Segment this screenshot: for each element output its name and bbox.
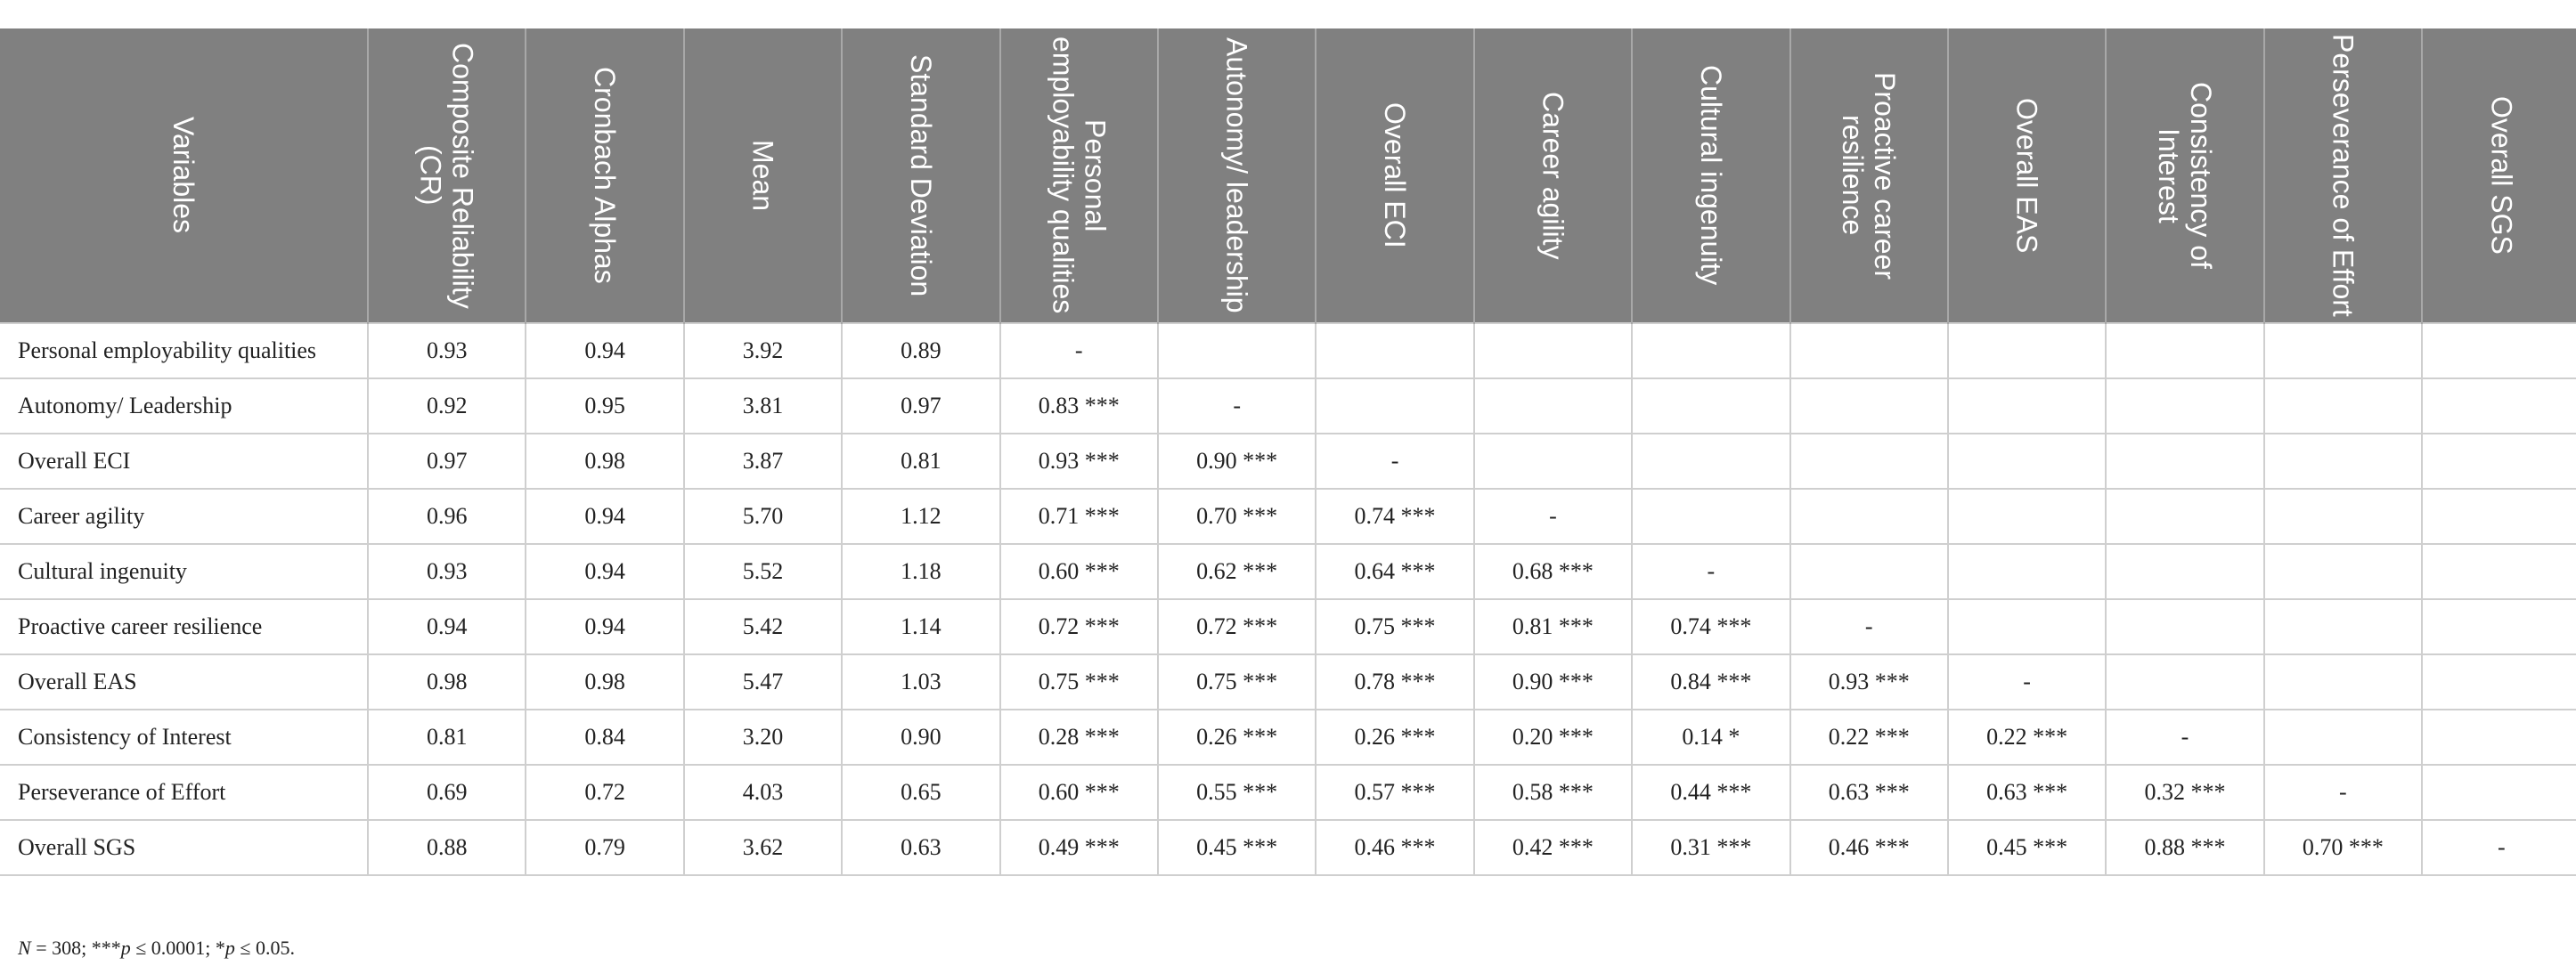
variable-name-cell: Overall SGS (0, 820, 368, 875)
variable-name-cell: Overall ECI (0, 434, 368, 489)
value-cell: 0.92 (368, 378, 526, 434)
variable-name-cell: Proactive career resilience (0, 599, 368, 654)
value-cell: 0.26 *** (1158, 710, 1316, 765)
value-cell (2422, 489, 2576, 544)
value-cell: 0.98 (526, 654, 683, 710)
value-cell (2422, 544, 2576, 599)
variable-name-cell: Consistency of Interest (0, 710, 368, 765)
value-cell: - (2264, 765, 2422, 820)
header-cell (2106, 28, 2263, 323)
value-cell: 0.72 (526, 765, 683, 820)
value-cell: 0.93 *** (1790, 654, 1948, 710)
value-cell: 0.45 *** (1948, 820, 2106, 875)
value-cell: 0.64 *** (1316, 544, 1473, 599)
table-row (0, 820, 2576, 875)
header-cell (1948, 28, 2106, 323)
value-cell: 1.14 (842, 599, 999, 654)
correlation-table (0, 28, 2576, 876)
value-cell: 0.72 *** (1158, 599, 1316, 654)
value-cell: 0.75 *** (1316, 599, 1473, 654)
value-cell (2264, 434, 2422, 489)
value-cell: 0.84 *** (1632, 654, 1789, 710)
header-cell (842, 28, 999, 323)
value-cell (1632, 323, 1789, 378)
value-cell (2422, 323, 2576, 378)
value-cell: 0.93 (368, 544, 526, 599)
variable-name-cell: Overall EAS (0, 654, 368, 710)
value-cell: 0.90 *** (1158, 434, 1316, 489)
value-cell: 0.32 *** (2106, 765, 2263, 820)
header-variables (0, 28, 368, 323)
value-cell: 0.94 (526, 599, 683, 654)
value-cell: 0.98 (368, 654, 526, 710)
value-cell: 0.75 *** (1000, 654, 1158, 710)
header-label: Composite Reliability (CR) (414, 42, 479, 309)
value-cell: 0.95 (526, 378, 683, 434)
value-cell (1790, 434, 1948, 489)
value-cell: 0.63 (842, 820, 999, 875)
value-cell (1948, 489, 2106, 544)
header-label: Autonomy/ leadership (1220, 37, 1253, 313)
value-cell: 0.70 *** (1158, 489, 1316, 544)
value-cell: - (2422, 820, 2576, 875)
table-body (0, 323, 2576, 875)
header-cell (1632, 28, 1789, 323)
value-cell: 0.14 * (1632, 710, 1789, 765)
table-row (0, 378, 2576, 434)
value-cell (2264, 654, 2422, 710)
value-cell (1632, 378, 1789, 434)
footnote-n-label: N (18, 937, 31, 959)
value-cell: 4.03 (684, 765, 842, 820)
header-cell (1158, 28, 1316, 323)
table-row (0, 434, 2576, 489)
value-cell: 0.89 (842, 323, 999, 378)
value-cell: 3.87 (684, 434, 842, 489)
value-cell: 3.81 (684, 378, 842, 434)
value-cell: 0.75 *** (1158, 654, 1316, 710)
value-cell: 0.63 *** (1790, 765, 1948, 820)
value-cell: 0.44 *** (1632, 765, 1789, 820)
header-label: Standard Deviation (904, 53, 937, 297)
value-cell: 0.72 *** (1000, 599, 1158, 654)
value-cell (2422, 765, 2576, 820)
value-cell: 0.65 (842, 765, 999, 820)
value-cell (1948, 378, 2106, 434)
value-cell: 0.81 *** (1474, 599, 1632, 654)
value-cell: 5.70 (684, 489, 842, 544)
variable-name-cell: Perseverance of Effort (0, 765, 368, 820)
value-cell: 0.22 *** (1948, 710, 2106, 765)
value-cell: 0.22 *** (1790, 710, 1948, 765)
value-cell (1790, 323, 1948, 378)
value-cell: 0.97 (842, 378, 999, 434)
header-cell (368, 28, 526, 323)
value-cell: 5.42 (684, 599, 842, 654)
value-cell: 0.98 (526, 434, 683, 489)
value-cell (2264, 323, 2422, 378)
value-cell: - (1632, 544, 1789, 599)
value-cell: 0.81 (368, 710, 526, 765)
header-label: Cultural ingenuity (1694, 65, 1727, 286)
value-cell: 1.03 (842, 654, 999, 710)
value-cell: - (1158, 378, 1316, 434)
value-cell (1474, 323, 1632, 378)
value-cell (2106, 544, 2263, 599)
value-cell: 0.60 *** (1000, 765, 1158, 820)
value-cell (1948, 323, 2106, 378)
header-label: Variables (167, 117, 200, 234)
header-label: Personal employability qualities (1047, 37, 1112, 314)
value-cell (2422, 434, 2576, 489)
value-cell: 0.60 *** (1000, 544, 1158, 599)
footnote-n-text: = 308; *** (30, 937, 121, 959)
variable-name-cell: Cultural ingenuity (0, 544, 368, 599)
value-cell: 3.20 (684, 710, 842, 765)
value-cell (1316, 323, 1473, 378)
value-cell: 0.70 *** (2264, 820, 2422, 875)
header-label: Overall EAS (2010, 97, 2043, 254)
value-cell (1316, 378, 1473, 434)
value-cell: - (1948, 654, 2106, 710)
value-cell: 1.12 (842, 489, 999, 544)
table-row (0, 599, 2576, 654)
value-cell (1948, 544, 2106, 599)
table-row (0, 765, 2576, 820)
value-cell (2106, 654, 2263, 710)
table-footnote (18, 937, 295, 960)
value-cell: 0.84 (526, 710, 683, 765)
value-cell: 0.63 *** (1948, 765, 2106, 820)
value-cell: 0.94 (526, 489, 683, 544)
variable-name-cell: Personal employability qualities (0, 323, 368, 378)
value-cell: 0.94 (368, 599, 526, 654)
value-cell (1790, 489, 1948, 544)
footnote-p1-text: ≤ 0.0001; * (130, 937, 225, 959)
value-cell: 0.49 *** (1000, 820, 1158, 875)
value-cell (1632, 489, 1789, 544)
value-cell: - (1474, 489, 1632, 544)
value-cell (2106, 323, 2263, 378)
value-cell: 0.94 (526, 544, 683, 599)
table-row (0, 323, 2576, 378)
value-cell (2264, 710, 2422, 765)
value-cell (2422, 378, 2576, 434)
value-cell: 0.28 *** (1000, 710, 1158, 765)
value-cell: - (1790, 599, 1948, 654)
value-cell (2106, 599, 2263, 654)
header-label: Overall ECI (1379, 102, 1412, 248)
value-cell (1474, 378, 1632, 434)
value-cell (2264, 489, 2422, 544)
value-cell (1790, 378, 1948, 434)
value-cell: 0.79 (526, 820, 683, 875)
value-cell (2264, 378, 2422, 434)
table-header (0, 28, 2576, 323)
table-row (0, 710, 2576, 765)
value-cell: 0.78 *** (1316, 654, 1473, 710)
header-label: Mean (746, 139, 779, 212)
value-cell: 3.92 (684, 323, 842, 378)
header-cell (2422, 28, 2576, 323)
header-cell (1474, 28, 1632, 323)
value-cell: 0.81 (842, 434, 999, 489)
value-cell: 0.93 (368, 323, 526, 378)
value-cell (2264, 544, 2422, 599)
value-cell: 0.94 (526, 323, 683, 378)
header-cell (2264, 28, 2422, 323)
value-cell: 0.71 *** (1000, 489, 1158, 544)
value-cell (1158, 323, 1316, 378)
header-row (0, 28, 2576, 323)
variable-name-cell: Career agility (0, 489, 368, 544)
header-cell (526, 28, 683, 323)
header-cell (1316, 28, 1473, 323)
value-cell (1474, 434, 1632, 489)
footnote-p2-label: p (224, 937, 235, 959)
value-cell: 0.97 (368, 434, 526, 489)
variable-name-cell: Autonomy/ Leadership (0, 378, 368, 434)
value-cell: 0.42 *** (1474, 820, 1632, 875)
value-cell: 0.93 *** (1000, 434, 1158, 489)
value-cell (2106, 489, 2263, 544)
header-cell (1000, 28, 1158, 323)
value-cell (1948, 599, 2106, 654)
value-cell: 0.90 (842, 710, 999, 765)
header-cell (1790, 28, 1948, 323)
value-cell: 0.62 *** (1158, 544, 1316, 599)
header-label: Overall SGS (2485, 96, 2518, 255)
value-cell (2422, 599, 2576, 654)
footnote-p1-label: p (120, 937, 131, 959)
value-cell: 0.57 *** (1316, 765, 1473, 820)
value-cell: 0.69 (368, 765, 526, 820)
header-label: Perseverance of Effort (2327, 34, 2360, 317)
header-label: Consistency of Interest (2152, 82, 2217, 269)
header-label: Cronbach Alphas (589, 67, 622, 284)
table-row (0, 544, 2576, 599)
value-cell: - (1000, 323, 1158, 378)
value-cell: 1.18 (842, 544, 999, 599)
value-cell: 0.26 *** (1316, 710, 1473, 765)
value-cell: 0.46 *** (1790, 820, 1948, 875)
header-label: Career agility (1537, 91, 1569, 260)
header-label: Proactive career resilience (1837, 71, 1902, 280)
value-cell: 0.74 *** (1632, 599, 1789, 654)
value-cell: 0.20 *** (1474, 710, 1632, 765)
value-cell: 0.90 *** (1474, 654, 1632, 710)
table-row (0, 489, 2576, 544)
value-cell: - (1316, 434, 1473, 489)
value-cell (2264, 599, 2422, 654)
value-cell (1632, 434, 1789, 489)
value-cell: 5.47 (684, 654, 842, 710)
value-cell: 0.58 *** (1474, 765, 1632, 820)
table-row (0, 654, 2576, 710)
value-cell: 0.83 *** (1000, 378, 1158, 434)
value-cell (1790, 544, 1948, 599)
value-cell: - (2106, 710, 2263, 765)
value-cell: 0.74 *** (1316, 489, 1473, 544)
header-cell (684, 28, 842, 323)
value-cell: 0.88 *** (2106, 820, 2263, 875)
value-cell: 0.31 *** (1632, 820, 1789, 875)
value-cell (2422, 710, 2576, 765)
value-cell (2106, 378, 2263, 434)
value-cell (2106, 434, 2263, 489)
value-cell: 5.52 (684, 544, 842, 599)
value-cell: 0.46 *** (1316, 820, 1473, 875)
value-cell: 0.68 *** (1474, 544, 1632, 599)
value-cell (2422, 654, 2576, 710)
footnote-p2-text: ≤ 0.05. (234, 937, 295, 959)
value-cell: 0.45 *** (1158, 820, 1316, 875)
value-cell: 0.96 (368, 489, 526, 544)
value-cell: 0.55 *** (1158, 765, 1316, 820)
value-cell: 0.88 (368, 820, 526, 875)
value-cell: 3.62 (684, 820, 842, 875)
value-cell (1948, 434, 2106, 489)
